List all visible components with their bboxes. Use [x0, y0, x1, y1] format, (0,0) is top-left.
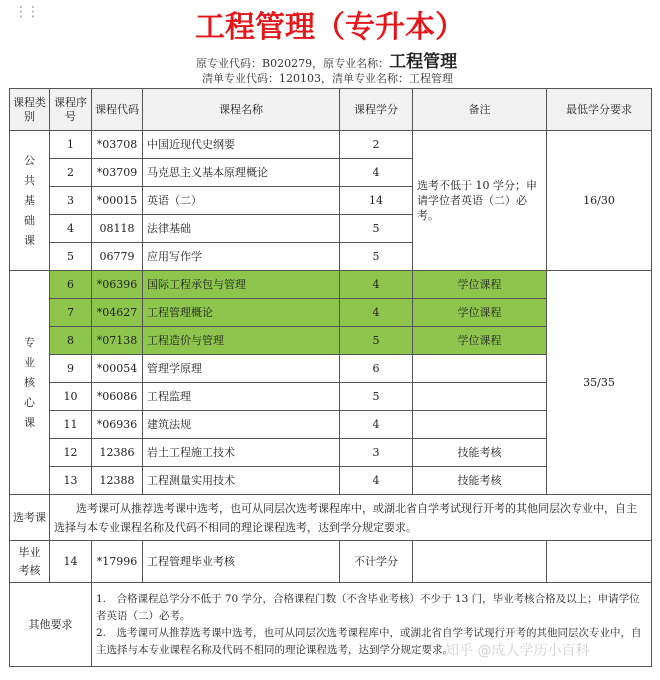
row-no: 6 — [50, 271, 92, 299]
row-credit: 14 — [340, 187, 413, 215]
row-credit: 6 — [340, 355, 413, 383]
list-major-line: 清单专业代码：120103，清单专业名称：工程管理 — [202, 72, 453, 85]
row-no: 10 — [50, 383, 92, 411]
row-credit: 4 — [340, 411, 413, 439]
elective-label: 选考课 — [10, 495, 50, 541]
row-code: *00054 — [92, 355, 143, 383]
row-note — [413, 355, 547, 383]
row-name: 工程造价与管理 — [143, 327, 340, 355]
row-credit: 4 — [340, 159, 413, 187]
other-label: 其他要求 — [10, 583, 92, 667]
row-no: 5 — [50, 243, 92, 271]
row-name: 工程管理毕业考核 — [143, 541, 340, 583]
row-code: *07138 — [92, 327, 143, 355]
elective-text: 选考课可从推荐选考课中选考，也可从同层次选考课程库中，或湖北省自学考试现行开考的其他同层次专业中，自主选择与本专业课程名称及代码不相同的理论课程选考，达到学分规定要求。 — [50, 495, 652, 541]
row-name: 工程测量实用技术 — [143, 467, 340, 495]
header-category: 课程类别 — [10, 89, 50, 131]
row-note — [413, 383, 547, 411]
header-name: 课程名称 — [143, 89, 340, 131]
row-code: *06086 — [92, 383, 143, 411]
row-code: *04627 — [92, 299, 143, 327]
row-name: 建筑法规 — [143, 411, 340, 439]
row-note: 学位课程 — [413, 271, 547, 299]
row-no: 2 — [50, 159, 92, 187]
header-note: 备注 — [413, 89, 547, 131]
row-code: *06936 — [92, 411, 143, 439]
header-min-credit: 最低学分要求 — [547, 89, 652, 131]
row-code: *06396 — [92, 271, 143, 299]
row-name: 工程管理概论 — [143, 299, 340, 327]
original-major-name: 工程管理 — [389, 52, 458, 72]
original-major-line — [196, 47, 457, 72]
row-credit: 5 — [340, 243, 413, 271]
table-header-row — [10, 89, 652, 131]
category-public: 公共基础课 — [10, 131, 50, 271]
header-code: 课程代码 — [92, 89, 143, 131]
row-no: 9 — [50, 355, 92, 383]
row-credit: 5 — [340, 215, 413, 243]
row-code: *03709 — [92, 159, 143, 187]
row-code: 12386 — [92, 439, 143, 467]
graduation-row — [10, 541, 652, 583]
row-note: 学位课程 — [413, 299, 547, 327]
page-title: 工程管理（专升本） — [195, 10, 465, 45]
row-no: 4 — [50, 215, 92, 243]
row-name: 工程监理 — [143, 383, 340, 411]
row-code: *03708 — [92, 131, 143, 159]
row-code: 06779 — [92, 243, 143, 271]
row-note: 学位课程 — [413, 327, 547, 355]
row-credit: 4 — [340, 299, 413, 327]
row-no: 13 — [50, 467, 92, 495]
table-row — [10, 131, 652, 159]
row-credit: 3 — [340, 439, 413, 467]
row-credit: 5 — [340, 327, 413, 355]
row-note: 技能考核 — [413, 467, 547, 495]
watermark: 知乎 @成人学历小百科 — [445, 643, 590, 659]
original-major-code: 原专业代码：B020279，原专业名称： — [196, 57, 390, 70]
row-code: *00015 — [92, 187, 143, 215]
row-name: 英语（二） — [143, 187, 340, 215]
row-credit: 2 — [340, 131, 413, 159]
row-name: 法律基础 — [143, 215, 340, 243]
row-name: 岩土工程施工技术 — [143, 439, 340, 467]
row-credit: 不计学分 — [340, 541, 413, 583]
row-code: 08118 — [92, 215, 143, 243]
header-seq: 课程序号 — [50, 89, 92, 131]
row-name: 马克思主义基本原理概论 — [143, 159, 340, 187]
row-code: *17996 — [92, 541, 143, 583]
row-credit: 5 — [340, 383, 413, 411]
row-no: 12 — [50, 439, 92, 467]
row-credit: 4 — [340, 467, 413, 495]
row-note — [413, 411, 547, 439]
row-credit: 4 — [340, 271, 413, 299]
header-credit: 课程学分 — [340, 89, 413, 131]
row-no: 7 — [50, 299, 92, 327]
graduation-label: 毕业考核 — [10, 541, 50, 583]
row-no: 14 — [50, 541, 92, 583]
other-item-2: 2. 选考课可从推荐选考课中选考，也可从同层次选考课程库中，或湖北省自学考试现行开考的其他同层次专业中，自主选择与本专业课程名称及代码不相同的理论课程选考，达到学分规定要求。 — [96, 626, 642, 656]
course-table — [9, 88, 652, 667]
table-row-degree — [10, 271, 652, 299]
row-no: 1 — [50, 131, 92, 159]
row-name: 中国近现代史纲要 — [143, 131, 340, 159]
category-core: 专业核心课 — [10, 271, 50, 495]
row-no: 11 — [50, 411, 92, 439]
row-name: 国际工程承包与管理 — [143, 271, 340, 299]
row-no: 8 — [50, 327, 92, 355]
row-note: 技能考核 — [413, 439, 547, 467]
row-name: 应用写作学 — [143, 243, 340, 271]
row-code: 12388 — [92, 467, 143, 495]
other-item-1: 1. 合格课程总学分不低于 70 学分，合格课程门数（不含毕业考核）不少于 13 门，毕业考核合格及以上；申请学位者英语（二）必考。 — [96, 592, 640, 622]
core-min-credit: 35/35 — [547, 271, 652, 495]
drag-handle-icon[interactable]: ⋮⋮ — [14, 4, 38, 20]
row-name: 管理学原理 — [143, 355, 340, 383]
row-no: 3 — [50, 187, 92, 215]
public-min-credit: 16/30 — [547, 131, 652, 271]
elective-row — [10, 495, 652, 541]
public-note: 选考不低于 10 学分；申请学位者英语（二）必考。 — [413, 131, 547, 271]
